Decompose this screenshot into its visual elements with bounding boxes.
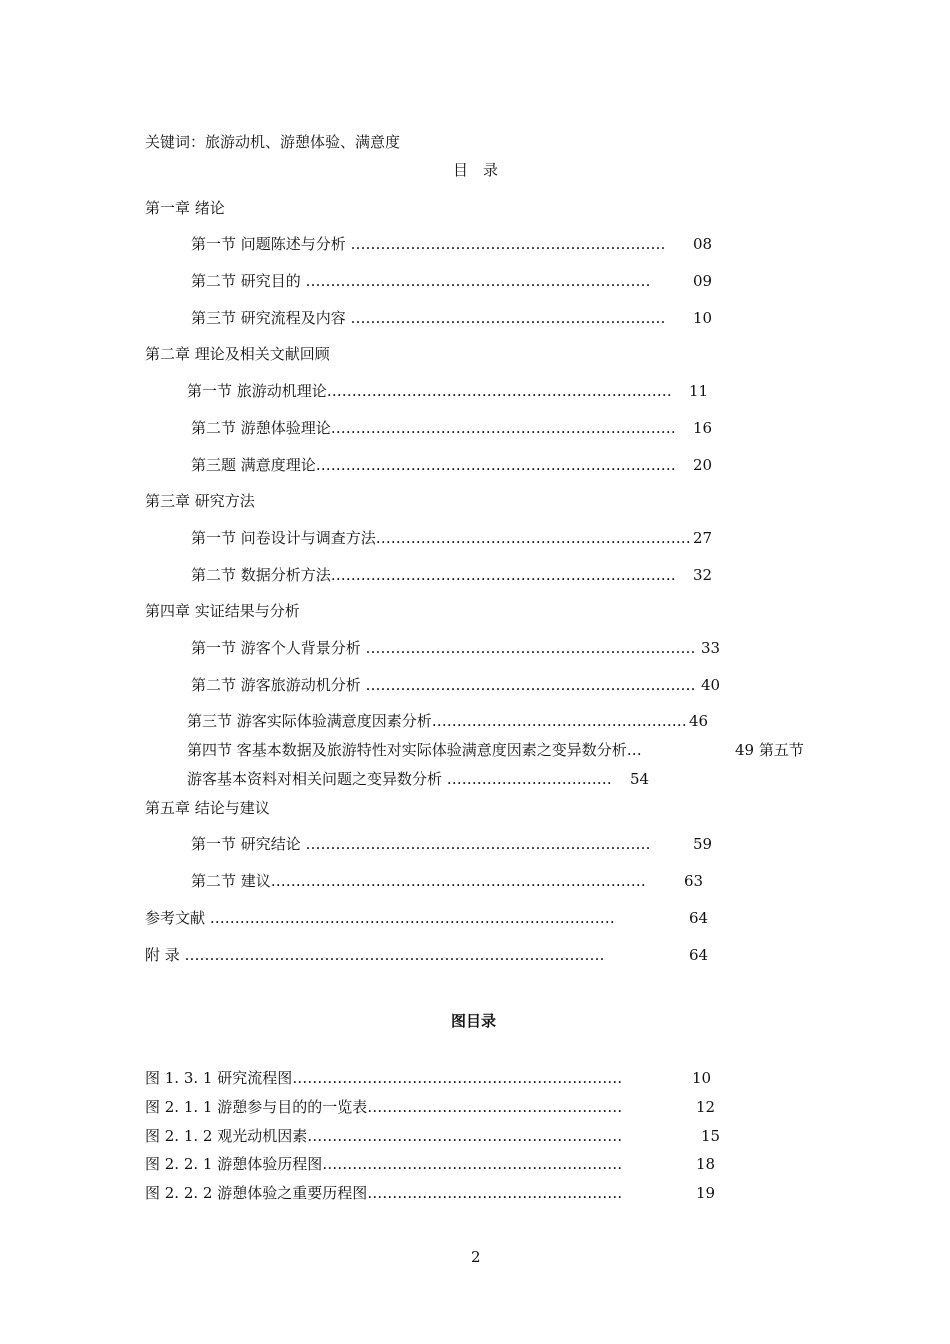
toc-page-number: 08 bbox=[693, 235, 713, 253]
toc-section-entry: 第一节 问题陈述与分析 ……………………………………………………… bbox=[191, 235, 666, 253]
figure-list-entry: 图 2. 1. 1 游憩参与目的的一览表…………………………………………… bbox=[145, 1098, 623, 1116]
figure-page-number: 19 bbox=[696, 1184, 716, 1202]
toc-page-number: 09 bbox=[693, 272, 713, 290]
toc-appendix-entry: 附 录 ………………………………………………………………………… bbox=[145, 946, 605, 964]
toc-section-entry: 游客基本资料对相关问题之变异数分析 …………………………… bbox=[187, 770, 612, 788]
figure-list-entry: 图 2. 2. 2 游憩体验之重要历程图…………………………………………… bbox=[145, 1184, 623, 1202]
chapter-heading: 第五章 结论与建议 bbox=[145, 799, 270, 817]
toc-page-number: 63 bbox=[684, 872, 704, 890]
toc-section-entry: 第二节 建议………………………………………………………………… bbox=[191, 872, 646, 890]
chapter-heading: 第四章 实证结果与分析 bbox=[145, 602, 300, 620]
toc-section-entry: 第一节 问卷设计与调查方法……………………………………………………… bbox=[191, 529, 691, 547]
chapter-heading: 第三章 研究方法 bbox=[145, 492, 255, 510]
toc-title: 目 录 bbox=[453, 161, 499, 179]
toc-page-number: 54 bbox=[630, 770, 650, 788]
toc-references-entry: 参考文献 ……………………………………………………………………… bbox=[145, 909, 615, 927]
figure-list-title: 图目录 bbox=[451, 1012, 497, 1030]
toc-section-entry: 第一节 研究结论 …………………………………………………………… bbox=[191, 835, 651, 853]
toc-page-number: 10 bbox=[693, 309, 713, 327]
toc-page-number: 64 bbox=[689, 909, 709, 927]
toc-section-entry: 第二节 数据分析方法…………………………………………………………… bbox=[191, 566, 676, 584]
toc-page-number: 46 bbox=[689, 712, 709, 730]
figure-page-number: 18 bbox=[696, 1155, 716, 1173]
figure-list-entry: 图 1. 3. 1 研究流程图………………………………………………………… bbox=[145, 1069, 623, 1087]
toc-section-entry: 第三题 满意度理论……………………………………………………………… bbox=[191, 456, 676, 474]
figure-list-entry: 图 2. 2. 1 游憩体验历程图…………………………………………………… bbox=[145, 1155, 623, 1173]
chapter-heading: 第二章 理论及相关文献回顾 bbox=[145, 345, 330, 363]
toc-section-entry: 第三节 游客实际体验满意度因素分析…………………………………………… bbox=[187, 712, 687, 730]
toc-page-number: 59 bbox=[693, 835, 713, 853]
toc-section-entry: 第二节 游客旅游动机分析 ………………………………………………………… bbox=[191, 676, 696, 694]
figure-list-entry: 图 2. 1. 2 观光动机因素……………………………………………………… bbox=[145, 1127, 623, 1145]
toc-page-number: 11 bbox=[689, 382, 709, 400]
toc-page-number: 20 bbox=[693, 456, 713, 474]
toc-section-entry: 第四节 客基本数据及旅游特性对实际体验满意度因素之变异数分析… bbox=[187, 741, 642, 759]
figure-page-number: 10 bbox=[692, 1069, 712, 1087]
figure-page-number: 12 bbox=[696, 1098, 716, 1116]
toc-section-entry: 第二节 游憩体验理论…………………………………………………………… bbox=[191, 419, 676, 437]
toc-page-number: 27 bbox=[693, 529, 713, 547]
toc-page-number: 16 bbox=[693, 419, 713, 437]
keywords-line: 关键词：旅游动机、游憩体验、满意度 bbox=[145, 133, 401, 151]
toc-page-number: 33 bbox=[701, 639, 721, 657]
toc-section-entry: 第二节 研究目的 …………………………………………………………… bbox=[191, 272, 651, 290]
chapter-heading: 第一章 绪论 bbox=[145, 199, 225, 217]
toc-section-entry: 第一节 旅游动机理论…………………………………………………………… bbox=[187, 382, 672, 400]
toc-page-number: 64 bbox=[689, 946, 709, 964]
toc-page-number: 32 bbox=[693, 566, 713, 584]
toc-section-entry: 第一节 游客个人背景分析 ………………………………………………………… bbox=[191, 639, 696, 657]
toc-page-number: 40 bbox=[701, 676, 721, 694]
toc-section-entry: 第三节 研究流程及内容 ……………………………………………………… bbox=[191, 309, 666, 327]
page-number: 2 bbox=[471, 1248, 481, 1266]
toc-page-number: 49 第五节 bbox=[735, 741, 804, 759]
figure-page-number: 15 bbox=[701, 1127, 721, 1145]
